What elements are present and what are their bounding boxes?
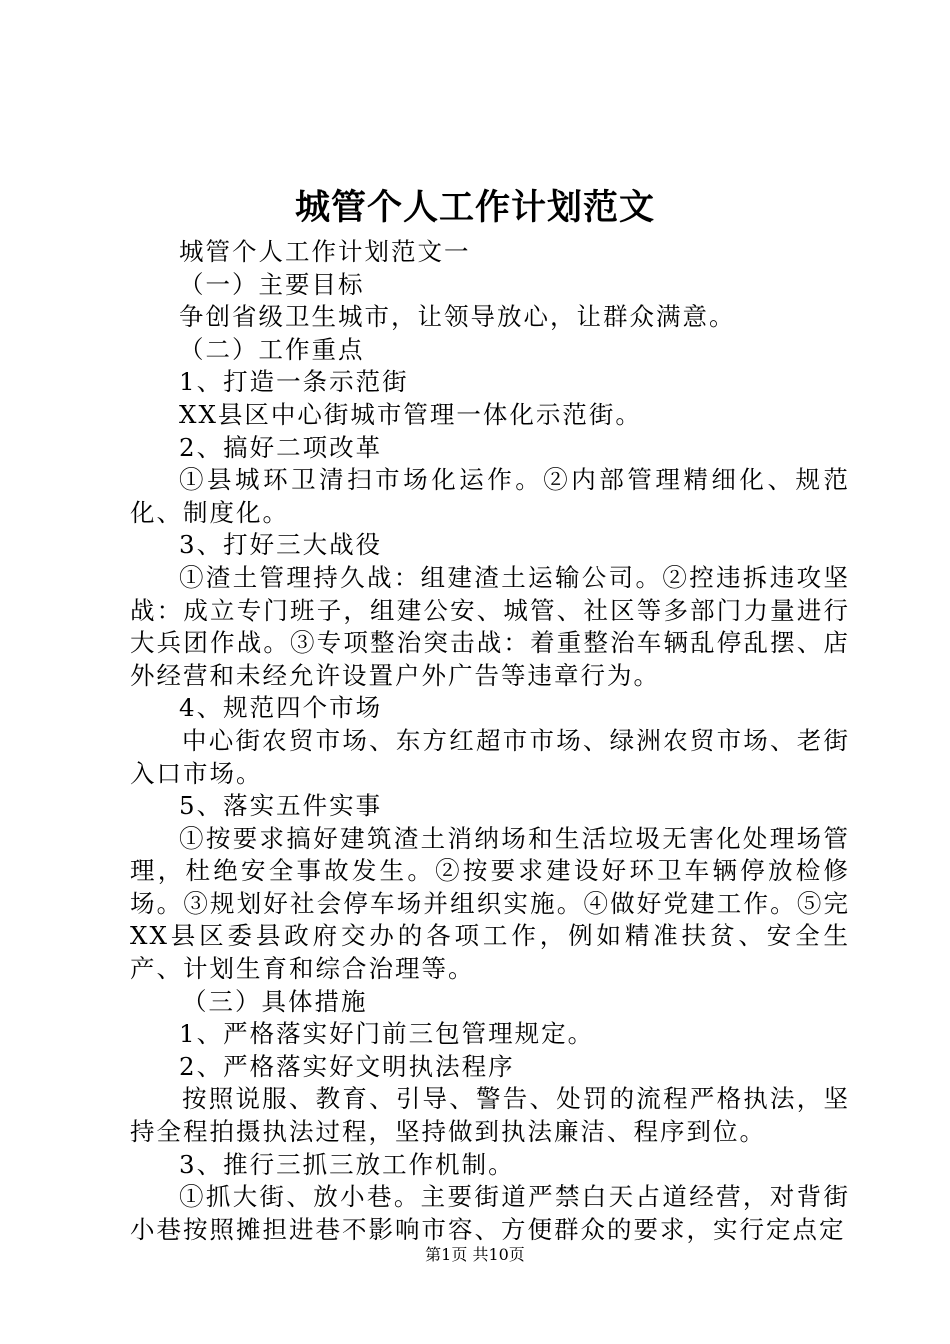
list-item-heading: 2、严格落实好文明执法程序: [179, 1051, 515, 1081]
paragraph: ①按要求搞好建筑渣土消纳场和生活垃圾无害化处理场管理，杜绝安全事故发生。②按要求建设好环卫车辆停放检修场。③规划好社会停车场并组织实施。④做好党建工作。⑤完XX县区委县政府交办的各项工作，例如精准扶贫、安全生产、计划生育和综合治理等。: [130, 823, 850, 984]
paragraph: ①抓大街、放小巷。主要街道严禁白天占道经营，对背街小巷按照摊担进巷不影响市容、方便群众的要求，实行定点定: [130, 1182, 850, 1244]
list-item-heading: 1、打造一条示范街: [179, 367, 409, 397]
document-title: 城管个人工作计划范文: [294, 187, 655, 228]
document-body: [130, 236, 850, 1246]
list-item-heading: 5、落实五件实事: [179, 791, 383, 821]
paragraph: 按照说服、教育、引导、警告、处罚的流程严格执法，坚持全程拍摄执法过程，坚持做到执法廉洁、程序到位。: [130, 1084, 850, 1147]
list-item-heading: 4、规范四个市场: [179, 693, 383, 723]
paragraph: ①渣土管理持久战：组建渣土运输公司。②控违拆违攻坚战：成立专门班子，组建公安、城管、社区等多部门力量进行大兵团作战。③专项整治突击战：着重整治车辆乱停乱摆、店外经营和未经允许设置户外广告等违章行为。: [130, 562, 850, 690]
subsection-heading: （一）主要目标: [179, 269, 365, 299]
subsection-heading: （三）具体措施: [182, 986, 368, 1016]
list-item-heading: 3、推行三抓三放工作机制。: [179, 1149, 515, 1179]
section-heading: 城管个人工作计划范文一: [179, 237, 471, 266]
paragraph: ①县城环卫清扫市场化运作。②内部管理精细化、规范化、制度化。: [130, 465, 850, 527]
paragraph: XX县区中心街城市管理一体化示范街。: [179, 399, 642, 429]
list-item-heading: 1、严格落实好门前三包管理规定。: [179, 1019, 595, 1049]
page-number-footer: 第1页 共10页: [425, 1245, 525, 1264]
paragraph: 中心街农贸市场、东方红超市市场、绿洲农贸市场、老街入口市场。: [130, 725, 850, 788]
paragraph: 争创省级卫生城市，让领导放心，让群众满意。: [179, 302, 736, 332]
list-item-heading: 3、打好三大战役: [179, 530, 383, 560]
list-item-heading: 2、搞好二项改革: [179, 432, 383, 462]
subsection-heading: （二）工作重点: [179, 334, 365, 364]
